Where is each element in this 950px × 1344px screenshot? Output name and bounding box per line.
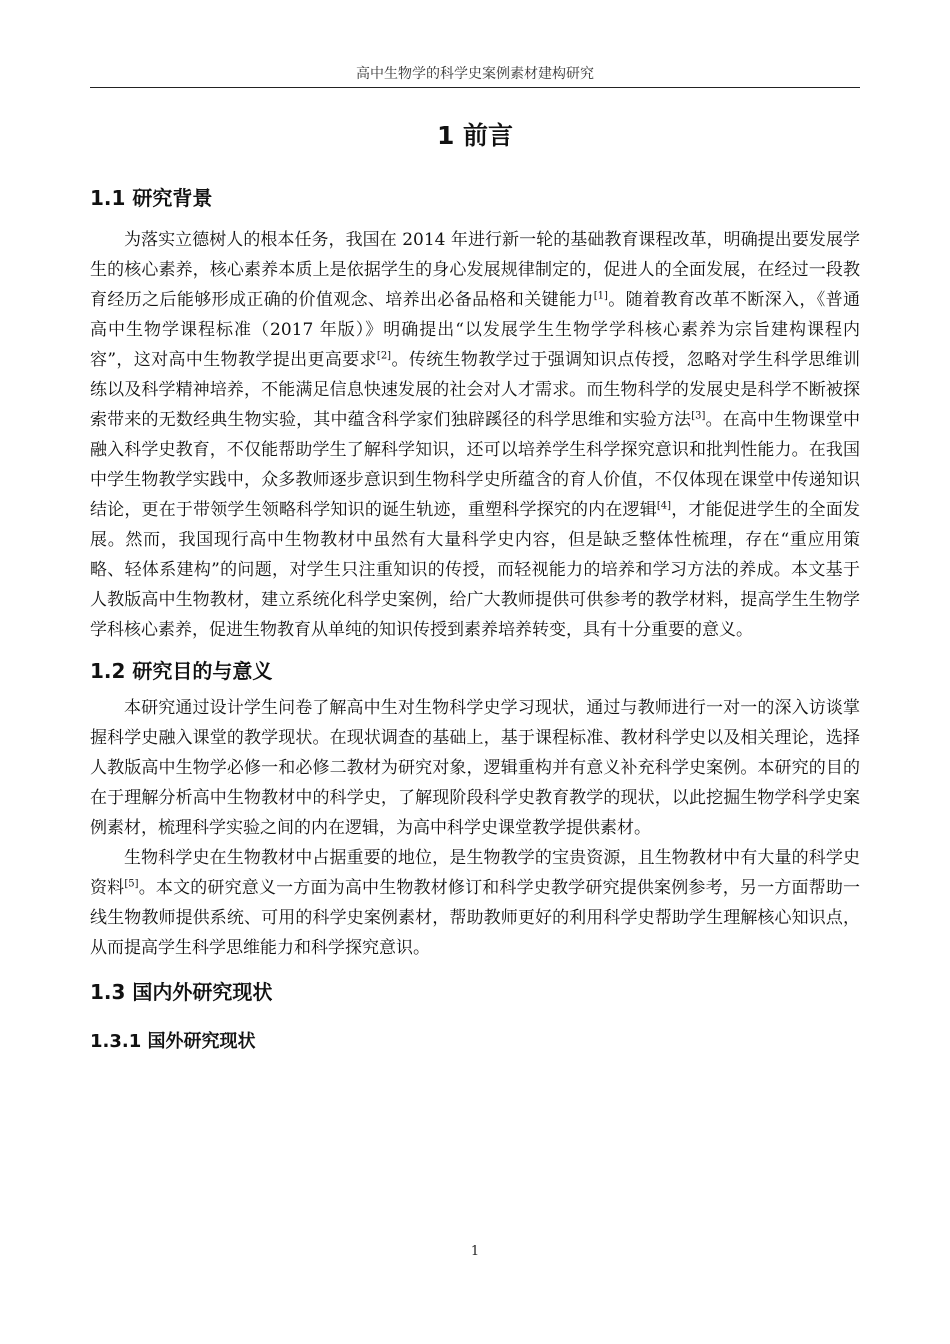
- text-segment: 。随着教育改革不断深入，《普通高中生物学课程标准（2017 年版）》明确提出“以发展学生生物学学科核心素养为宗旨建构课程内容”，这对高中生物教学提出更高要求: [90, 290, 861, 370]
- citation-5: [5]: [124, 878, 139, 890]
- header-rule: [90, 87, 860, 88]
- text-segment: ，才能促进学生的全面发展。然而，我国现行高中生物教材中虽然有大量科学史内容，但是缺乏整体性梳理，存在“重应用策略、轻体系建构”的问题，对学生只注重知识的传授，而轻视能力的培养和学习方法的养成。本文基于人教版高中生物教材，建立系统化科学史案例，给广大教师提供可供参考的教学材料，提高学生生物学学科核心素养，促进生物教育从单纯的知识传授到素养培养转变，具有十分重要的意义。: [90, 500, 861, 640]
- citation-1: [1]: [593, 290, 608, 302]
- page-body: [90, 108, 860, 1056]
- running-header: 高中生物学的科学史案例素材建构研究: [356, 66, 594, 82]
- text-segment: 为落实立德树人的根本任务，我国在 2014 年进行新一轮的基础教育课程改革，明确提出要发展学生的核心素养，核心素养本质上是依据学生的身心发展规律制定的，促进人的全面发展，在经过一段教育经历之后能够形成正确的价值观念、培养出必备品格和关键能力: [90, 230, 860, 310]
- citation-3: [3]: [691, 410, 706, 422]
- section-title-background: 1.1 研究背景: [90, 186, 213, 210]
- paragraph-purpose: [90, 693, 860, 843]
- chapter-title: 1 前言: [436, 121, 514, 150]
- paragraph-background: [90, 225, 860, 645]
- page-number: 1: [470, 1244, 480, 1259]
- paragraph-significance: [90, 843, 860, 963]
- text-segment: 。在高中生物课堂中融入科学史教育，不仅能帮助学生了解科学知识，还可以培养学生科学探究意识和批判性能力。在我国中学生物教学实践中，众多教师逐步意识到生物科学史所蕴含的育人价值，不仅体现在课堂中传递知识结论，更在于带领学生领略科学知识的诞生轨迹，重塑科学探究的内在逻辑: [90, 410, 861, 520]
- section-title-research-status: 1.3 国内外研究现状: [90, 980, 273, 1004]
- text-segment: 。传统生物教学过于强调知识点传授，忽略对学生科学思维训练以及科学精神培养，不能满足信息快速发展的社会对人才需求。而生物科学的发展史是科学不断被探索带来的无数经典生物实验，其中蕴含科学家们独辟蹊径的科学思维和实验方法: [90, 350, 860, 430]
- text-segment: 。本文的研究意义一方面为高中生物教材修订和科学史教学研究提供案例参考，另一方面帮助一线生物教师提供系统、可用的科学史案例素材，帮助教师更好的利用科学史帮助学生理解核心知识点，从而提高学生科学思维能力和科学探究意识。: [90, 878, 861, 958]
- citation-4: [4]: [656, 500, 672, 512]
- section-title-purpose: 1.2 研究目的与意义: [90, 659, 273, 683]
- text-segment: 生物科学史在生物教材中占据重要的地位，是生物教学的宝贵资源，且生物教材中有大量的科学史资料: [90, 848, 860, 898]
- citation-2: [2]: [376, 350, 392, 362]
- text-segment: 本研究通过设计学生问卷了解高中生对生物科学史学习现状，通过与教师进行一对一的深入访谈掌握科学史融入课堂的教学现状。在现状调查的基础上，基于课程标准、教材科学史以及相关理论，选择人教版高中生物学必修一和必修二教材为研究对象，逻辑重构并有意义补充科学史案例。本研究的目的在于理解分析高中生物教材中的科学史，了解现阶段科学史教育教学的现状，以此挖掘生物学科学史案例素材，梳理科学实验之间的内在逻辑，为高中科学史课堂教学提供素材。: [90, 698, 860, 838]
- subsection-title-foreign-status: 1.3.1 国外研究现状: [90, 1031, 256, 1052]
